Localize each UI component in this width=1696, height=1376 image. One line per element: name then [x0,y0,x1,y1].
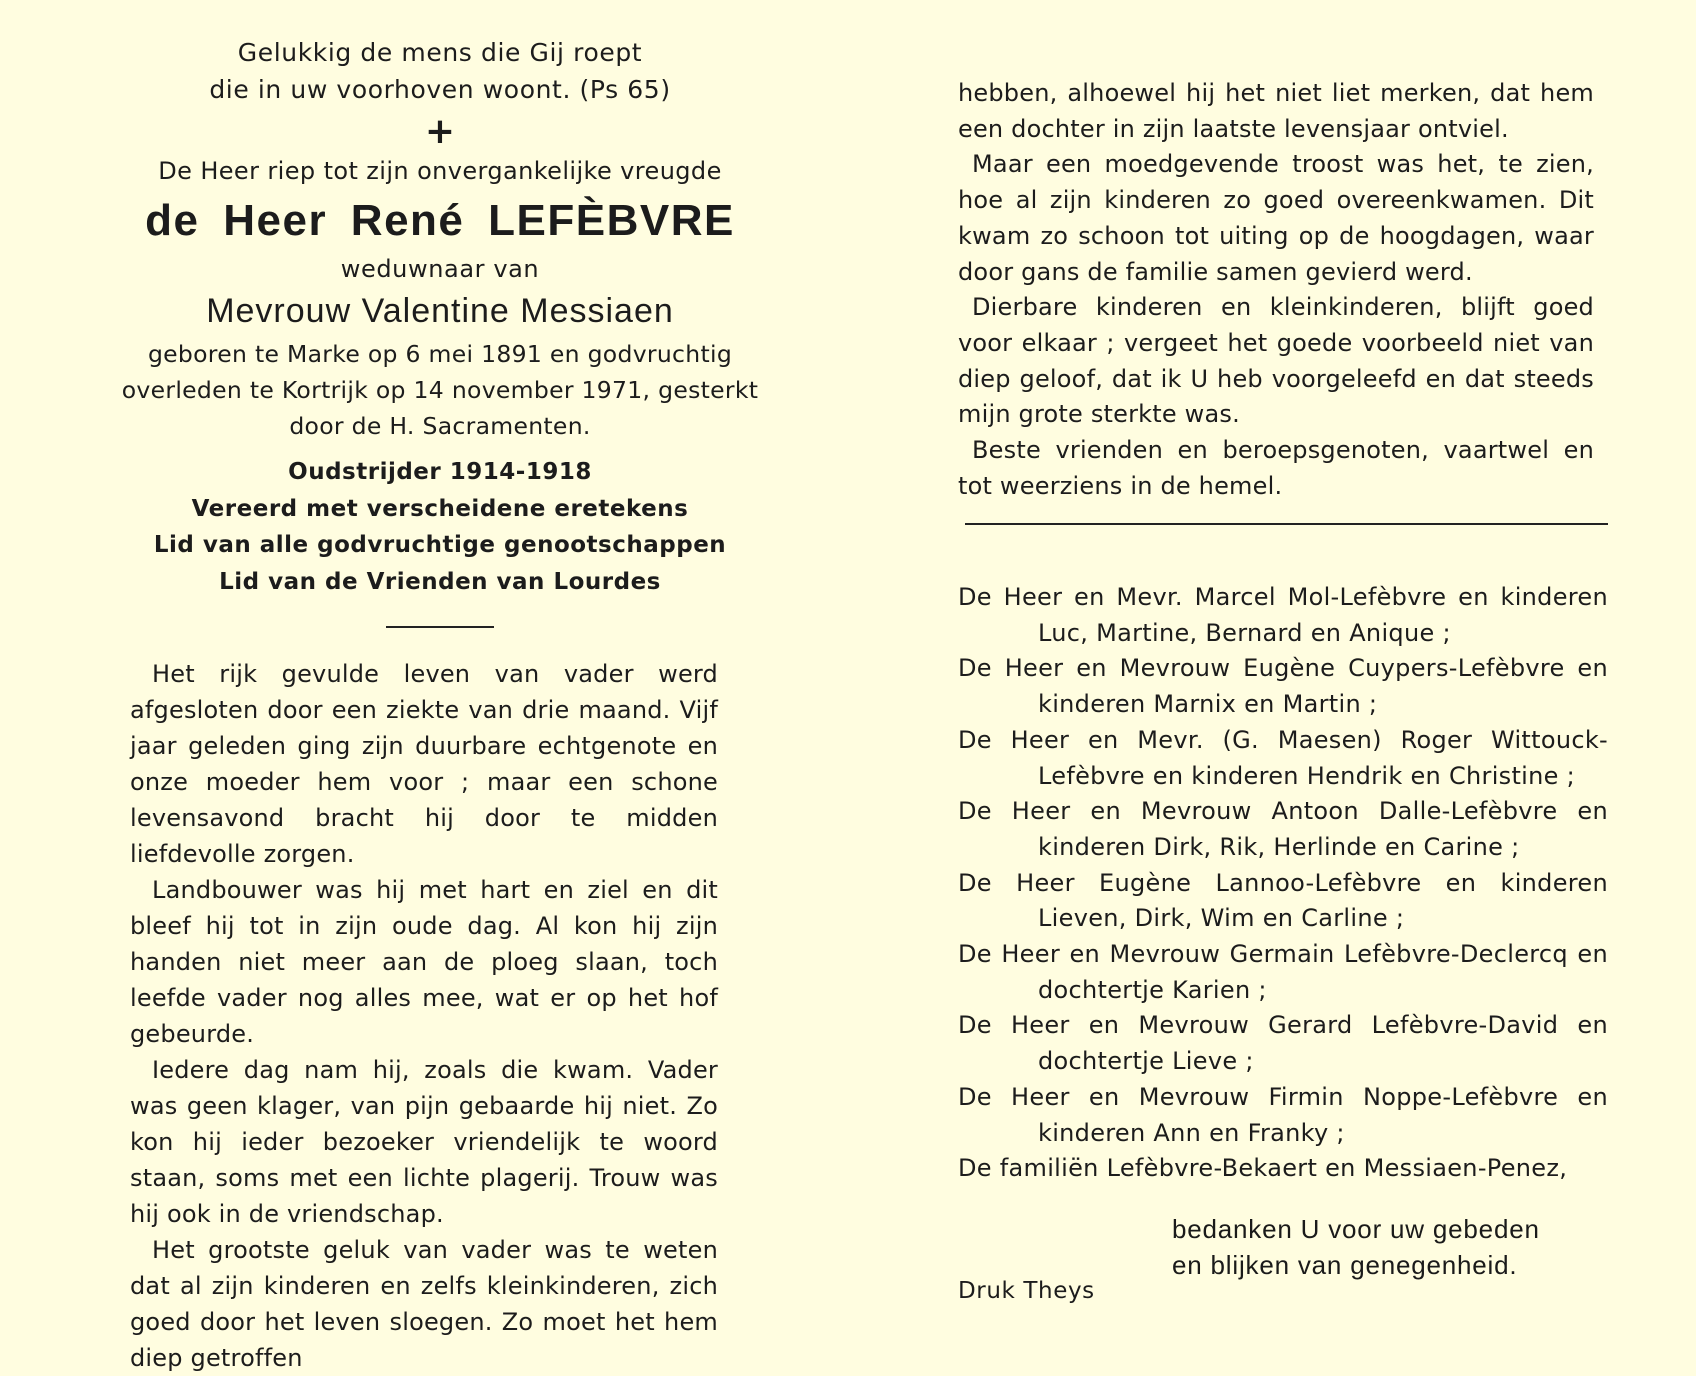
family-entry: De Heer en Mevrouw Gerard Lefèbvre-David en dochtertje Lieve ; [958,1011,1608,1076]
family-entry: De Heer en Mevrouw Eugène Cuypers-Lefèbvre en kinderen Marnix en Martin ; [958,654,1608,719]
honor-line: Oudstrijder 1914-1918 [288,459,592,485]
divider [386,626,494,628]
biography-paragraph: Beste vrienden en beroepsgenoten, vaartwel en tot weerziens in de hemel. [958,436,1594,500]
family-entry: De Heer en Mevrouw Firmin Noppe-Lefèbvre en kinderen Ann en Franky ; [958,1082,1608,1147]
thanks-line: en blijken van genegenheid. [1172,1250,1518,1280]
psalm-verse-line: Gelukkig de mens die Gij roept [237,38,643,67]
family-entry: De Heer Eugène Lannoo-Lefèbvre en kinderen Lieven, Dirk, Wim en Carline ; [958,868,1608,933]
biography-paragraph: Landbouwer was hij met hart en ziel en dit bleef hij tot in zijn oude dag. Al kon hij zijn handen niet meer aan de ploeg slaan, toch leefde vader nog alles mee, wat er op het hof gebeurde. [130,876,718,1048]
divider [965,523,1608,525]
family-entry: De Heer en Mevr. Marcel Mol-Lefèbvre en kinderen Luc, Martine, Bernard en Anique ; [958,583,1608,647]
biography-paragraph: Dierbare kinderen en kleinkinderen, blijft goed voor elkaar ; vergeet het goede voorbeeld niet van diep geloof, dat ik U heb voorgeleefd en dat steeds mijn grote sterkte was. [958,293,1594,429]
deceased-name: de Heer René LEFÈBVRE [145,196,735,245]
biography [130,656,718,1376]
birth-death-line: door de H. Sacramenten. [289,412,591,440]
birth-death-line: overleden te Kortrijk op 14 november 1971, gesterkt [121,376,759,404]
left-panel [110,34,770,1376]
biography-paragraph: Iedere dag nam hij, zoals die kwam. Vader was geen klager, van pijn gebaarde hij niet. Zo kon hij ieder bezoeker vriendelijk te woord staan, soms met een lichte plagerij. Trouw was hij ook in de vriendschap. [130,1056,718,1228]
called-line: De Heer riep tot zijn onvergankelijke vreugde [158,157,722,185]
thanks-note [1172,1211,1612,1283]
biography-paragraph: Maar een moedgevende troost was het, te zien, hoe al zijn kinderen zo goed overeenkwamen. Dit kwam zo schoon tot uiting op de hoogdagen, waar door gans de familie samen gevierd werd. [958,150,1594,286]
family-list [958,580,1608,1187]
family-entry: De Heer en Mevr. (G. Maesen) Roger Wittouck-Lefèbvre en kinderen Hendrik en Christine ; [958,725,1608,790]
biography-paragraph: Het grootste geluk van vader was te weten dat al zijn kinderen en zelfs kleinkinderen, zich goed door het leven sloegen. Zo moet het hem diep getroffen [130,1236,718,1372]
cross-icon: + [424,111,456,152]
spouse-name: Mevrouw Valentine Messiaen [206,292,674,330]
birth-death-line: geboren te Marke op 6 mei 1891 en godvruchtig [147,340,733,368]
biography-paragraph: Het rijk gevulde leven van vader werd afgesloten door een ziekte van drie maand. Vijf jaar geleden ging zijn duurbare echtgenote en onze moeder hem voor ; maar een schone levensavond bracht hij door te midden liefdevolle zorgen. [130,660,718,868]
family-entry: De Heer en Mevrouw Antoon Dalle-Lefèbvre en kinderen Dirk, Rik, Herlinde en Carine ; [958,797,1608,861]
right-panel [958,76,1594,504]
biography-paragraph: hebben, alhoewel hij het niet liet merken, dat hem een dochter in zijn laatste levensjaar ontviel. [958,79,1594,143]
thanks-line: bedanken U voor uw gebeden [1172,1214,1540,1244]
widower-of: weduwnaar van [340,255,540,283]
family-entry: De familiën Lefèbvre-Bekaert en Messiaen-Penez, [958,1154,1568,1183]
family-entry: De Heer en Mevrouw Germain Lefèbvre-Declercq en dochtertje Karien ; [958,940,1608,1004]
honor-line: Lid van alle godvruchtige genootschappen [153,532,727,558]
honor-line: Lid van de Vrienden van Lourdes [219,568,661,595]
honor-line: Vereerd met verscheidene eretekens [191,495,689,522]
honors-list [110,454,770,600]
psalm-verse-line: die in uw voorhoven woont. (Ps 65) [209,75,671,104]
printer-credit: Druk Theys [958,1278,1095,1304]
